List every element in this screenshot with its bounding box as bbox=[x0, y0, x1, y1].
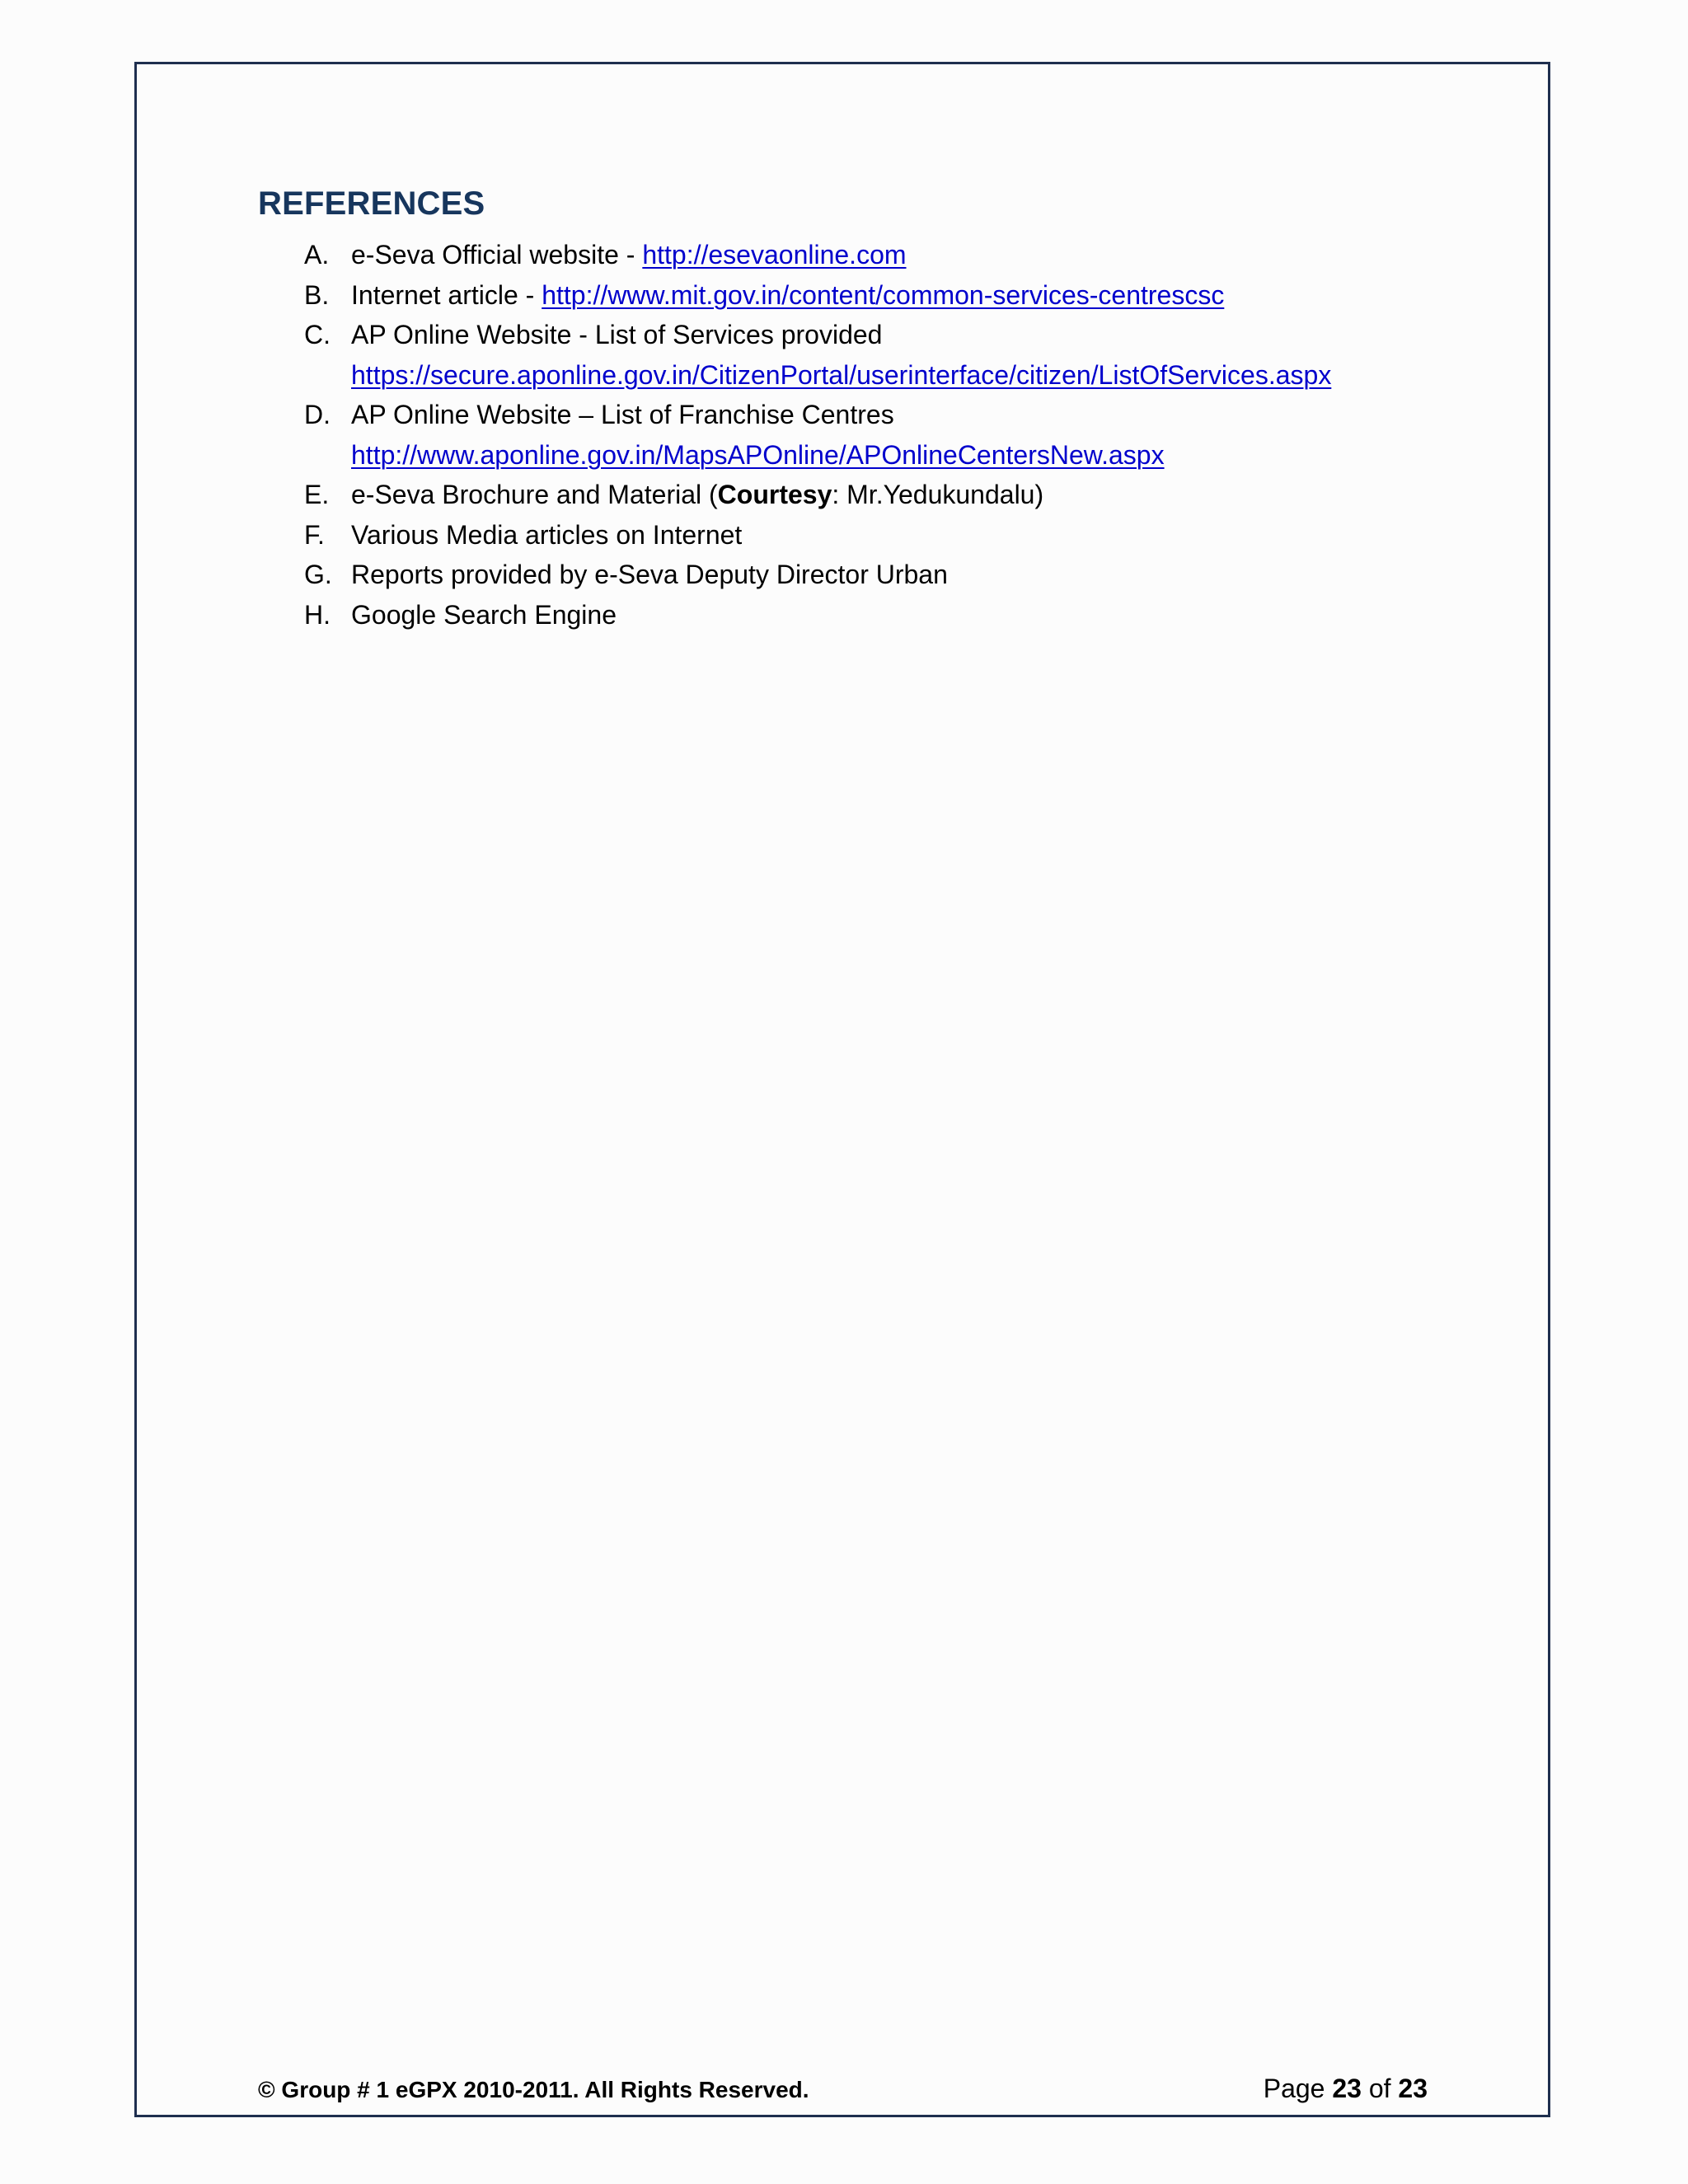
reference-text-bold: Courtesy bbox=[717, 480, 832, 509]
reference-link-aponline-services[interactable]: https://secure.aponline.gov.in/CitizenPortal/userinterface/citizen/ListOfServices.aspx bbox=[351, 359, 1332, 390]
reference-item-g bbox=[304, 555, 1458, 595]
reference-item-h bbox=[304, 595, 1458, 635]
footer-copyright: © Group # 1 eGPX 2010-2011. All Rights Reserved. bbox=[258, 2077, 809, 2102]
reference-item-a bbox=[304, 235, 1458, 275]
reference-text: Reports provided by e-Seva Deputy Director Urban bbox=[351, 560, 948, 589]
reference-text: AP Online Website – List of Franchise Centres bbox=[351, 400, 894, 429]
reference-item-d bbox=[304, 395, 1458, 475]
reference-text: AP Online Website - List of Services provided bbox=[351, 320, 883, 349]
reference-item-c bbox=[304, 315, 1458, 395]
reference-link-aponline-centres[interactable]: http://www.aponline.gov.in/MapsAPOnline/APOnlineCentersNew.aspx bbox=[351, 439, 1165, 470]
page-label: Page bbox=[1263, 2074, 1333, 2103]
reference-item-b bbox=[304, 275, 1458, 316]
reference-text: Google Search Engine bbox=[351, 599, 617, 630]
reference-text: e-Seva Official website - bbox=[351, 240, 643, 269]
reference-item-f bbox=[304, 515, 1458, 555]
reference-marker: F. bbox=[304, 519, 325, 550]
reference-marker: G. bbox=[304, 560, 332, 589]
reference-marker: E. bbox=[304, 480, 330, 509]
reference-link-mit[interactable]: http://www.mit.gov.in/content/common-services-centrescsc bbox=[542, 279, 1225, 310]
page-total: 23 bbox=[1398, 2074, 1428, 2103]
reference-marker: H. bbox=[304, 599, 331, 630]
reference-marker: C. bbox=[304, 320, 331, 349]
reference-text-before: e-Seva Brochure and Material ( bbox=[351, 480, 718, 509]
references-list bbox=[304, 235, 1458, 635]
reference-item-e bbox=[304, 475, 1458, 515]
reference-link-esevaonline[interactable]: http://esevaonline.com bbox=[642, 240, 907, 269]
page-of: of bbox=[1361, 2074, 1399, 2103]
reference-text: Internet article - bbox=[351, 279, 542, 310]
references-heading: REFERENCES bbox=[258, 185, 485, 222]
footer-page-number bbox=[1264, 2074, 1428, 2104]
page-current: 23 bbox=[1332, 2074, 1362, 2103]
reference-text-after: : Mr.Yedukundalu) bbox=[832, 480, 1044, 509]
reference-text: Various Media articles on Internet bbox=[351, 519, 743, 550]
reference-marker: D. bbox=[304, 400, 331, 429]
reference-marker: A. bbox=[304, 240, 330, 269]
reference-marker: B. bbox=[304, 279, 330, 310]
